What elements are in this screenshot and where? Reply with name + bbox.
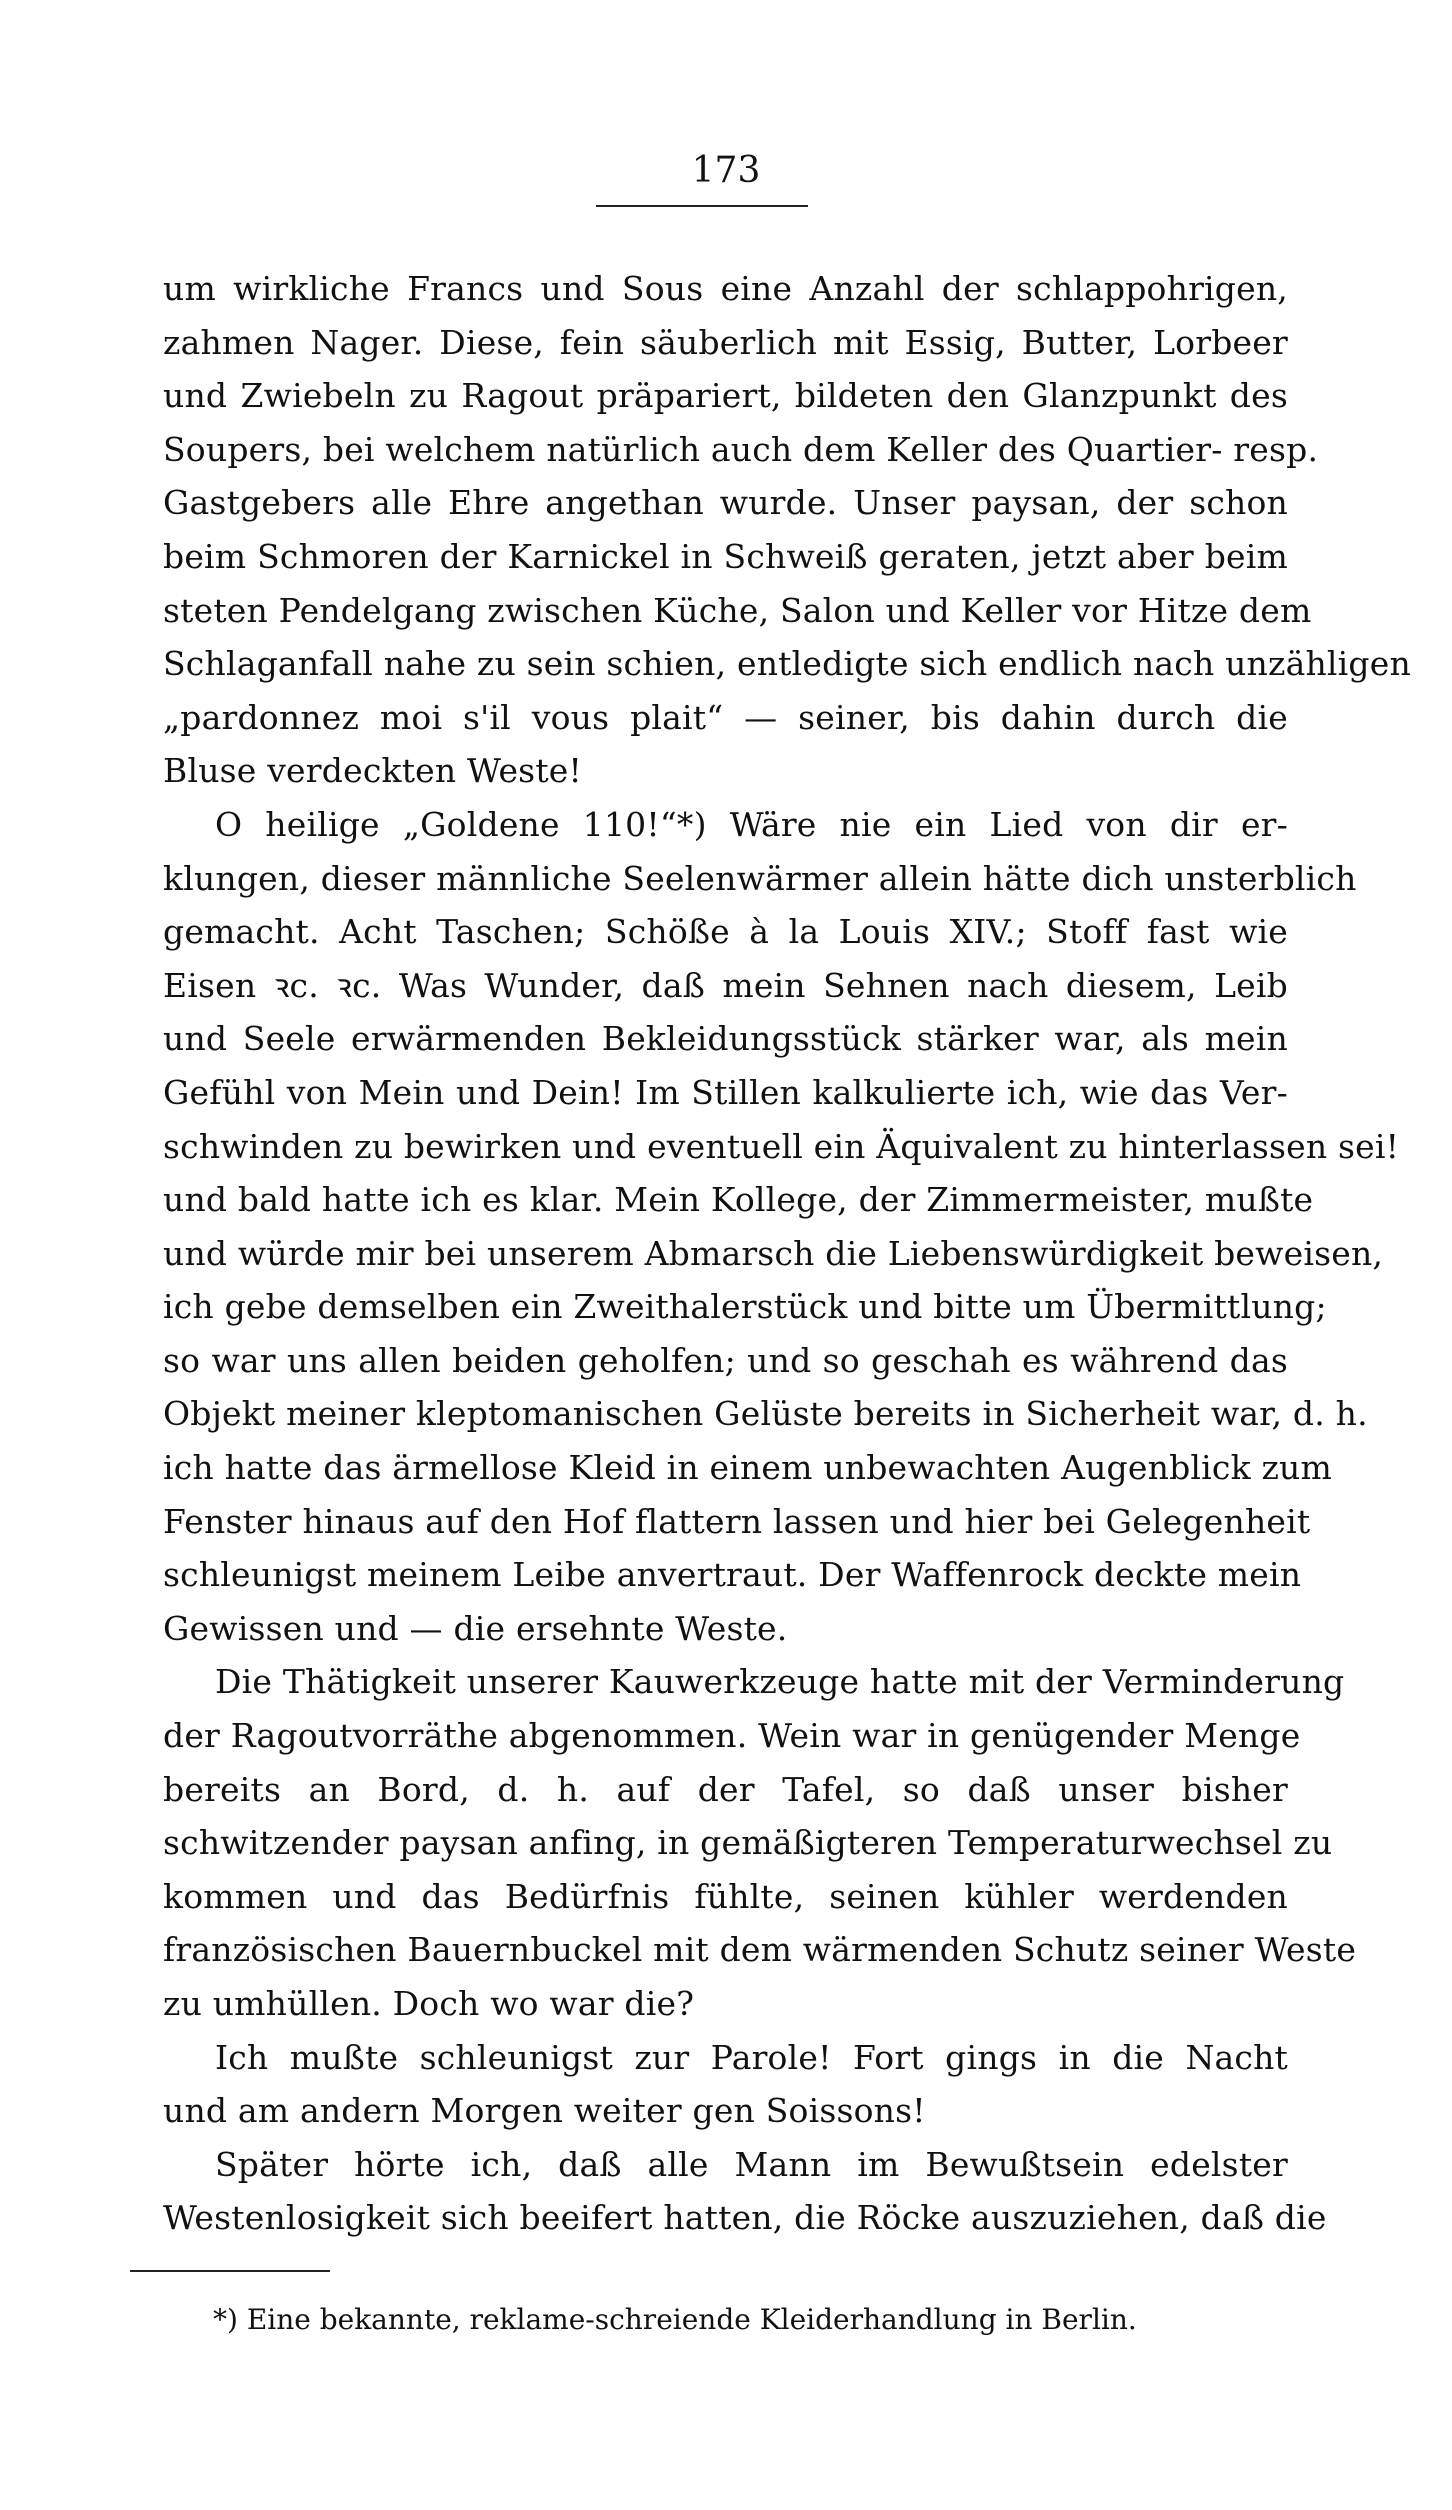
- text-line: ich hatte das ärmellose Kleid in einem unbewachten Augenblick zum: [163, 1448, 1332, 1488]
- text-line: zahmen Nager. Diese, fein säuberlich mit Essig, Butter, Lorbeer: [163, 322, 1288, 362]
- header-rule: [596, 205, 808, 207]
- text-line: Gefühl von Mein und Dein! Im Stillen kalkulierte ich, wie das Ver-: [163, 1072, 1288, 1112]
- text-line: und bald hatte ich es klar. Mein Kollege, der Zimmermeister, mußte: [163, 1180, 1314, 1220]
- text-line: schwitzender paysan anfing, in gemäßigteren Temperaturwechsel zu: [163, 1823, 1333, 1863]
- text-line: O heilige „Goldene 110!“*) Wäre nie ein Lied von dir er-: [215, 804, 1288, 844]
- text-line: zu umhüllen. Doch wo war die?: [163, 1984, 695, 2023]
- footnote-rule: [130, 2270, 330, 2272]
- text-line: Gastgebers alle Ehre angethan wurde. Unser paysan, der schon: [163, 483, 1288, 523]
- text-line: schwinden zu bewirken und eventuell ein Äquivalent zu hinterlassen sei!: [163, 1126, 1400, 1166]
- text-line: gemacht. Acht Taschen; Schöße à la Louis XIV.; Stoff fast wie: [163, 912, 1288, 952]
- text-line: klungen, dieser männliche Seelenwärmer allein hätte dich unsterblich: [163, 858, 1357, 898]
- text-line: Gewissen und — die ersehnte Weste.: [163, 1608, 788, 1648]
- text-line: Schlaganfall nahe zu sein schien, entledigte sich endlich nach unzähligen: [163, 644, 1411, 684]
- text-line: um wirkliche Francs und Sous eine Anzahl der schlappohrigen,: [163, 269, 1288, 308]
- text-line: Westenlosigkeit sich beeifert hatten, die Röcke auszuziehen, daß die: [163, 2198, 1327, 2238]
- text-line: Bluse verdeckten Weste!: [163, 751, 582, 791]
- text-line: und würde mir bei unserem Abmarsch die Liebenswürdigkeit beweisen,: [163, 1233, 1384, 1273]
- text-line: Die Thätigkeit unserer Kauwerkzeuge hatte mit der Verminderung: [215, 1662, 1345, 1702]
- text-line: „pardonnez moi s'il vous plait“ — seiner, bis dahin durch die: [163, 697, 1288, 737]
- text-line: ich gebe demselben ein Zweithalerstück und bitte um Übermittlung;: [163, 1287, 1327, 1327]
- text-line: schleunigst meinem Leibe anvertraut. Der Waffenrock deckte mein: [163, 1555, 1302, 1595]
- footnote: *) Eine bekannte, reklame-schreiende Kleiderhandlung in Berlin.: [213, 2303, 1137, 2336]
- text-line: Ich mußte schleunigst zur Parole! Fort gings in die Nacht: [215, 2037, 1288, 2077]
- text-line: kommen und das Bedürfnis fühlte, seinen kühler werdenden: [163, 1876, 1288, 1916]
- page-number: 173: [691, 150, 761, 191]
- text-line: Objekt meiner kleptomanischen Gelüste bereits in Sicherheit war, d. h.: [163, 1394, 1368, 1434]
- text-line: französischen Bauernbuckel mit dem wärmenden Schutz seiner Weste: [163, 1930, 1357, 1970]
- text-line: steten Pendelgang zwischen Küche, Salon und Keller vor Hitze dem: [163, 590, 1312, 630]
- text-line: bereits an Bord, d. h. auf der Tafel, so daß unser bisher: [163, 1769, 1288, 1809]
- text-line: beim Schmoren der Karnickel in Schweiß geraten, jetzt aber beim: [163, 536, 1288, 576]
- text-line: Eisen ꝛc. ꝛc. Was Wunder, daß mein Sehnen nach diesem, Leib: [163, 965, 1288, 1005]
- text-line: Später hörte ich, daß alle Mann im Bewußtsein edelster: [215, 2144, 1288, 2184]
- text-line: und Seele erwärmenden Bekleidungsstück stärker war, als mein: [163, 1019, 1288, 1059]
- text-line: Soupers, bei welchem natürlich auch dem Keller des Quartier- resp.: [163, 429, 1319, 469]
- text-line: so war uns allen beiden geholfen; und so geschah es während das: [163, 1340, 1288, 1380]
- text-line: Fenster hinaus auf den Hof flattern lassen und hier bei Gelegenheit: [163, 1501, 1311, 1541]
- text-line: und Zwiebeln zu Ragout präpariert, bildeten den Glanzpunkt des: [163, 376, 1288, 416]
- text-line: der Ragoutvorräthe abgenommen. Wein war in genügender Menge: [163, 1716, 1301, 1756]
- body-text: [163, 262, 1411, 2245]
- text-line: und am andern Morgen weiter gen Soissons!: [163, 2091, 926, 2131]
